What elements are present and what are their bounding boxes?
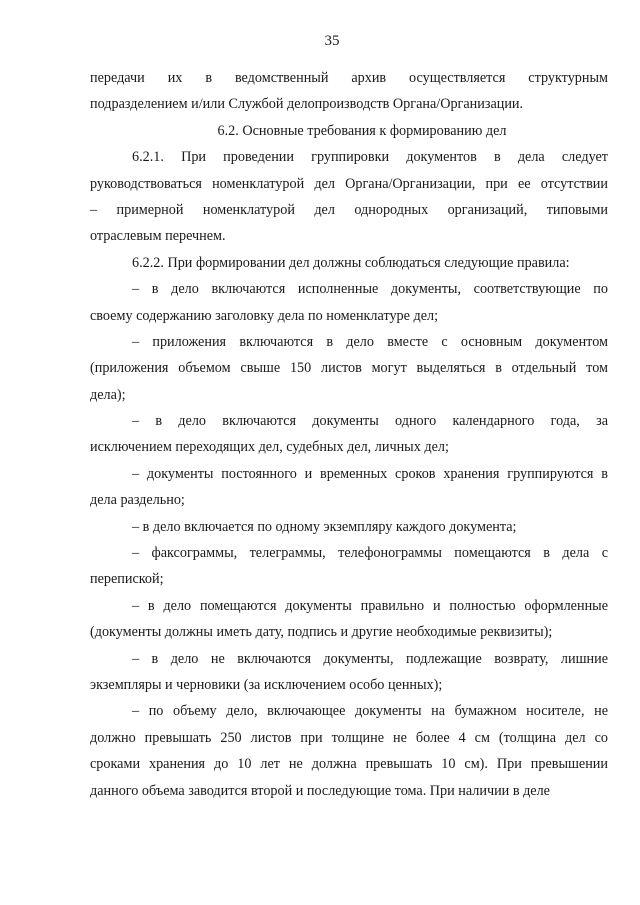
text-line: 6.2.2. При формировании дел должны соблюдаться следующие правила:	[132, 254, 570, 271]
text-line: – в дело помещаются документы правильно и полностью оформленные	[132, 597, 608, 614]
text-line: – в дело включаются исполненные документы, соответствующие по	[132, 281, 608, 298]
text-line: – документы постоянного и временных сроков хранения группируются в	[132, 465, 608, 482]
text-line: данного объема заводится второй и последующие тома. При наличии в деле	[90, 782, 550, 799]
text-line: своему содержанию заголовку дела по номенклатуре дел;	[90, 307, 439, 324]
text-line: отраслевым перечнем.	[90, 228, 226, 245]
text-line: – в дело не включаются документы, подлежащие возврату, лишние	[132, 650, 608, 667]
text-line: (приложения объемом свыше 150 листов могут выделяться в отдельный том	[90, 360, 608, 377]
text-line: – приложения включаются в дело вместе с основным документом	[132, 333, 608, 350]
text-line: экземпляры и черновики (за исключением особо ценных);	[90, 676, 443, 693]
text-line: (документы должны иметь дату, подпись и другие необходимые реквизиты);	[90, 624, 553, 641]
body-text	[90, 65, 608, 804]
text-line: 6.2.1. При проведении группировки документов в дела следует	[132, 149, 608, 166]
text-line: – в дело включается по одному экземпляру каждого документа;	[132, 518, 517, 535]
text-line: – в дело включаются документы одного календарного года, за	[132, 413, 608, 430]
text-line: – примерной номенклатурой дел однородных организаций, типовыми	[90, 201, 608, 218]
page-number: 35	[324, 33, 340, 49]
text-line: подразделением и/или Службой делопроизводств Органа/Организации.	[90, 96, 524, 113]
text-line: дела);	[90, 386, 126, 403]
text-line: дела раздельно;	[90, 492, 185, 509]
text-line: должно превышать 250 листов при толщине не более 4 см (толщина дел со	[90, 729, 608, 746]
text-line: исключением переходящих дел, судебных дел, личных дел;	[90, 439, 449, 456]
text-line: 6.2. Основные требования к формированию дел	[217, 122, 507, 139]
text-line: – факсограммы, телеграммы, телефонограммы помещаются в дела с	[132, 545, 608, 562]
text-line: руководствоваться номенклатурой дел Органа/Организации, при ее отсутствии	[90, 175, 608, 192]
text-line: передачи их в ведомственный архив осуществляется структурным	[90, 70, 608, 86]
text-line: сроками хранения до 10 лет не должна превышать 10 см). При превышении	[90, 756, 608, 773]
text-line: перепиской;	[90, 571, 164, 588]
text-line: – по объему дело, включающее документы на бумажном носителе, не	[132, 703, 608, 720]
